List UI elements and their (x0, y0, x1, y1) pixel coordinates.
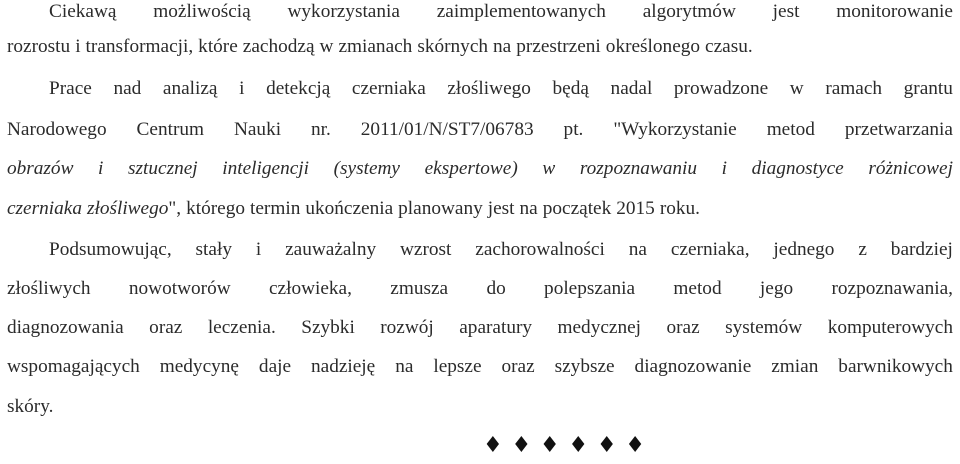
word: diagnozowanie (634, 356, 752, 377)
word: jest (487, 198, 515, 219)
word: zachorowalności (475, 239, 605, 260)
word: wykorzystania (287, 1, 400, 22)
word: czerniaka, (670, 239, 750, 260)
word: nad (113, 78, 142, 99)
word: leczenia. (207, 317, 276, 338)
paragraph-2-line-3 (7, 157, 953, 181)
word: czerniaka (7, 198, 82, 219)
paragraph-1-line-1 (49, 0, 953, 24)
word: oraz (149, 317, 183, 338)
word: zaimplementowanych (436, 1, 606, 22)
word: grantu (903, 78, 953, 99)
section-separator-diamonds (483, 434, 645, 458)
paragraph-2-line-2 (7, 118, 953, 142)
word: będą (552, 78, 589, 99)
word: wspomagających (7, 356, 140, 377)
word: rozwój (380, 317, 434, 338)
word: szybsze (554, 356, 615, 377)
word: daje (258, 356, 292, 377)
word: jego (759, 278, 794, 299)
word: transformacji, (85, 36, 194, 57)
word: w (789, 78, 804, 99)
word: "Wykorzystanie (613, 119, 737, 140)
word: detekcją (266, 78, 331, 99)
word: inteligencji (222, 158, 309, 179)
word: złośliwego", (86, 198, 182, 219)
word: którego (186, 198, 245, 219)
word: na (493, 36, 512, 57)
word: określonego (605, 36, 701, 57)
diamond-icon: ♦ (539, 433, 560, 458)
diamond-icon: ♦ (625, 433, 645, 458)
word: na (628, 239, 647, 260)
word: i (239, 78, 245, 99)
word: metod (673, 278, 722, 299)
word: 2015 (616, 198, 655, 219)
word: bardziej (890, 239, 953, 260)
word: przestrzeni (516, 36, 601, 57)
word: czerniaka (351, 78, 426, 99)
word: monitorowanie (836, 1, 953, 22)
word: zmian (771, 356, 819, 377)
diamond-icon: ♦ (511, 433, 532, 458)
word: początek (542, 198, 612, 219)
word: Narodowego (7, 119, 107, 140)
word: zauważalny (285, 239, 377, 260)
word: zmusza (390, 278, 449, 299)
word: planowany (398, 198, 483, 219)
word: ramach (825, 78, 883, 99)
word: Ciekawą (49, 1, 117, 22)
paragraph-3-line-5 (7, 395, 953, 419)
word: obrazów (7, 158, 74, 179)
paragraph-3-line-2 (7, 277, 953, 301)
word: komputerowych (827, 317, 953, 338)
word: ", (168, 198, 182, 219)
word: (systemy (333, 158, 400, 179)
word: sztucznej (128, 158, 198, 179)
word: zmianach (338, 36, 413, 57)
word: ukończenia (305, 198, 394, 219)
diamond-icon: ♦ (483, 433, 503, 458)
word: i (721, 158, 727, 179)
word: możliwością (153, 1, 251, 22)
word: i (75, 36, 81, 57)
word: złośliwych (7, 278, 91, 299)
word: w (542, 158, 556, 179)
word: i (255, 239, 262, 260)
word: oraz (666, 317, 700, 338)
paragraph-2-line-4 (7, 197, 953, 221)
paragraph-3-line-3 (7, 316, 953, 340)
paragraph-1-line-2 (7, 35, 953, 59)
word: algorytmów (642, 1, 736, 22)
word: przetwarzania (844, 119, 953, 140)
word: barwnikowych (838, 356, 953, 377)
word: polepszania (544, 278, 636, 299)
word: do (486, 278, 506, 299)
word: rozrostu (7, 36, 71, 57)
word: człowieka, (268, 278, 352, 299)
word: na (395, 356, 414, 377)
diamond-icon: ♦ (596, 433, 617, 458)
word: roku. (659, 198, 700, 219)
word: metod (766, 119, 815, 140)
word: wzrost (400, 239, 452, 260)
word: oraz (501, 356, 535, 377)
word: Podsumowując, (49, 239, 172, 260)
word: nadal (610, 78, 653, 99)
word: analizą (162, 78, 218, 99)
word: nadzieję (311, 356, 376, 377)
word: i (98, 158, 104, 179)
word: Centrum (136, 119, 205, 140)
word: skóry. (7, 396, 54, 417)
diamond-icon: ♦ (568, 433, 589, 458)
paragraph-2-line-1 (49, 77, 953, 101)
word: termin (250, 198, 301, 219)
word: prowadzone (673, 78, 769, 99)
word: Nauki (233, 119, 282, 140)
paragraph-3-line-4 (7, 355, 953, 379)
word: rozpoznawaniu (579, 158, 698, 179)
word: w (319, 36, 334, 57)
word: czasu. (705, 36, 753, 57)
word: jednego (773, 239, 835, 260)
word: Szybki (301, 317, 355, 338)
word: systemów (725, 317, 803, 338)
word: nr. (311, 119, 331, 140)
word: Prace (49, 78, 92, 99)
word: ekspertowe) (424, 158, 518, 179)
word: rozpoznawania, (831, 278, 953, 299)
word: z (858, 239, 867, 260)
word: na (519, 198, 538, 219)
word: aparatury (459, 317, 533, 338)
word: nowotworów (128, 278, 231, 299)
word: które (198, 36, 238, 57)
word: lepsze (433, 356, 482, 377)
word: medycynę (159, 356, 239, 377)
word: diagnozowania (7, 317, 124, 338)
word: pt. (563, 119, 584, 140)
paragraph-3-line-1 (49, 238, 953, 262)
word: różnicowej (868, 158, 953, 179)
word: jest (772, 1, 800, 22)
word: stały (195, 239, 232, 260)
word: 2011/01/N/ST7/06783 (360, 119, 534, 140)
word: diagnostyce (751, 158, 844, 179)
word: medycznej (557, 317, 642, 338)
word: złośliwego (447, 78, 531, 99)
word: skórnych (417, 36, 489, 57)
word: zachodzą (242, 36, 315, 57)
